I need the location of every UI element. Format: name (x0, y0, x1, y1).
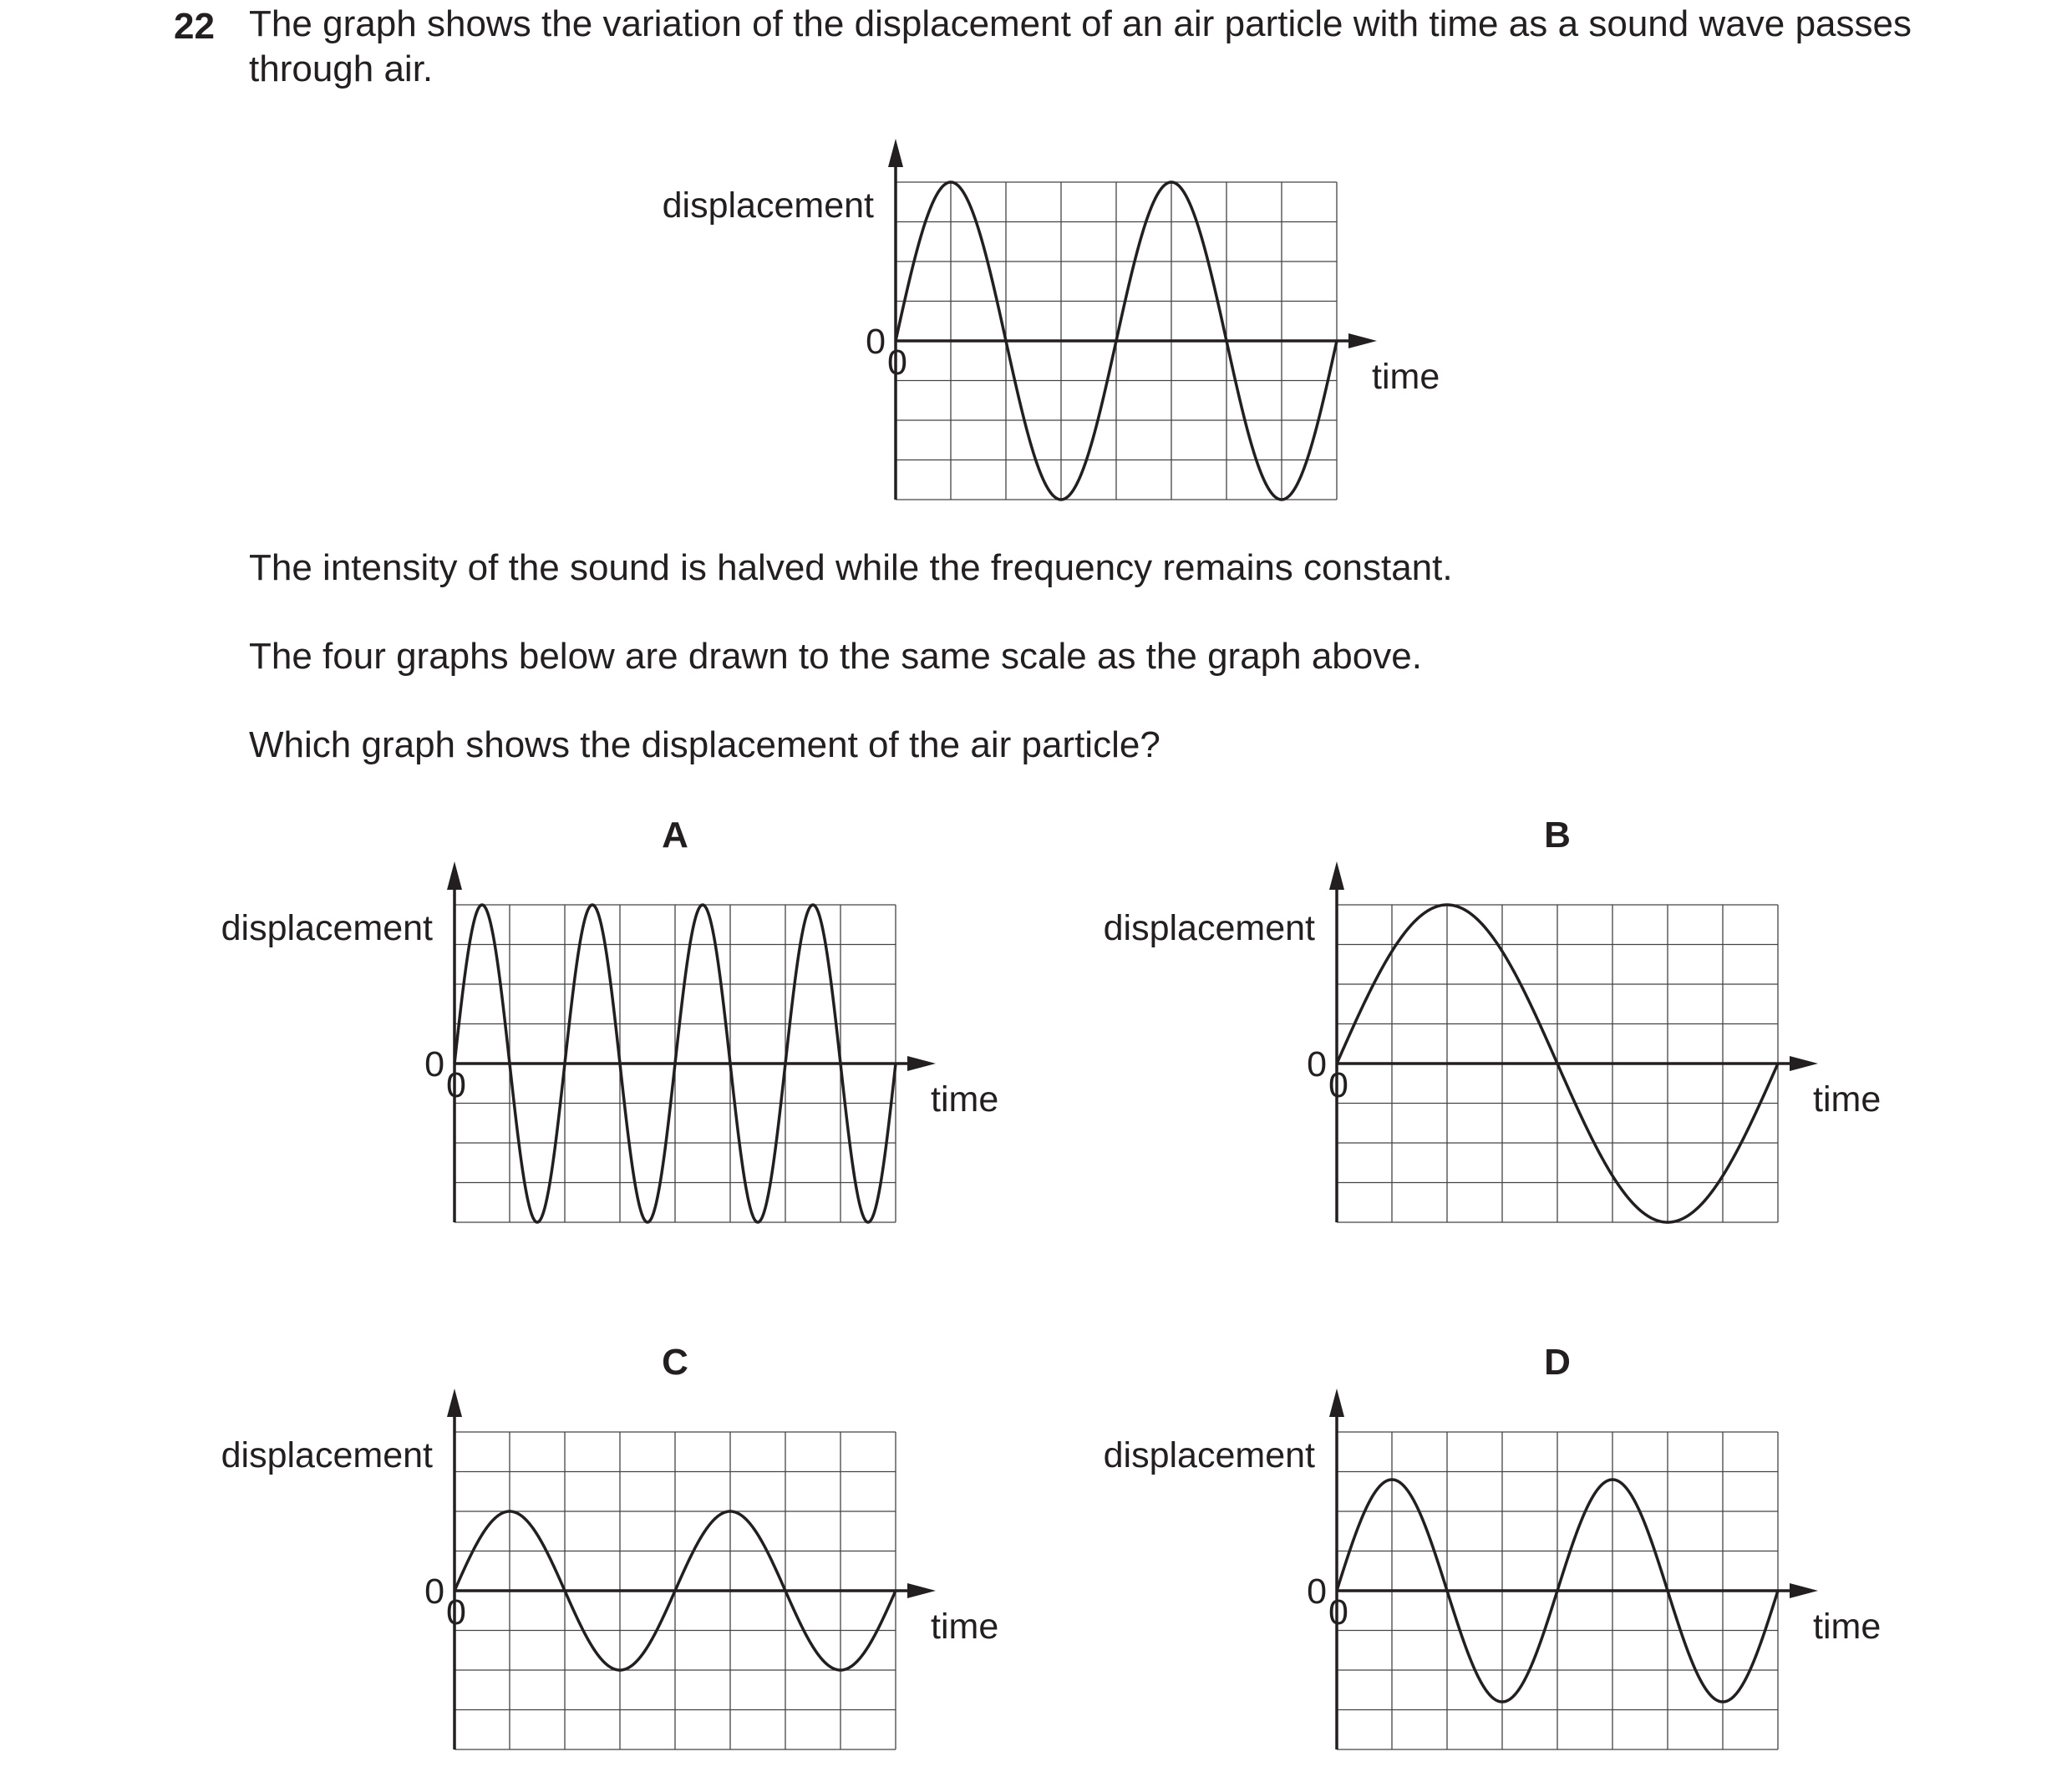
graph-D (1104, 1342, 1882, 1749)
y-axis-arrowhead (888, 139, 903, 167)
question-text: The graph shows the variation of the displacement of an air particle with time as a sound wave passes through air. (249, 3, 1912, 89)
option-label-B: B (1544, 815, 1571, 856)
y-axis-arrowhead (447, 1389, 462, 1417)
x-origin-label: 0 (887, 343, 907, 383)
y-origin-label: 0 (866, 322, 886, 362)
y-axis-label: displacement (221, 1435, 433, 1475)
y-axis-label: displacement (1103, 1435, 1315, 1475)
intensity-statement: The intensity of the sound is halved while the frequency remains constant. (249, 547, 1453, 588)
y-axis-arrowhead (1329, 861, 1344, 890)
graph-C (221, 1342, 999, 1749)
y-origin-label: 0 (1307, 1044, 1327, 1084)
y-axis-arrowhead (447, 861, 462, 890)
x-axis-label: time (1813, 1079, 1882, 1120)
x-axis-label: time (1813, 1607, 1882, 1647)
option-label-D: D (1544, 1342, 1571, 1383)
graph-main (663, 139, 1440, 500)
y-axis-label: displacement (662, 185, 874, 226)
question-number: 22 (174, 6, 215, 47)
option-label-C: C (662, 1342, 688, 1383)
x-axis-arrowhead (907, 1056, 936, 1071)
x-origin-label: 0 (446, 1592, 466, 1632)
y-origin-label: 0 (1307, 1572, 1327, 1612)
option-label-A: A (662, 815, 688, 856)
graph-B (1104, 815, 1882, 1222)
y-origin-label: 0 (424, 1044, 444, 1084)
x-axis-arrowhead (907, 1583, 936, 1598)
x-origin-label: 0 (446, 1065, 466, 1105)
x-axis-arrowhead (1790, 1583, 1818, 1598)
y-axis-arrowhead (1329, 1389, 1344, 1417)
graph-A (221, 815, 999, 1222)
x-axis-arrowhead (1348, 333, 1377, 348)
y-axis-label: displacement (1103, 908, 1315, 948)
x-origin-label: 0 (1328, 1592, 1348, 1632)
y-origin-label: 0 (424, 1572, 444, 1612)
scale-statement: The four graphs below are drawn to the same scale as the graph above. (249, 636, 1422, 677)
x-origin-label: 0 (1328, 1065, 1348, 1105)
x-axis-label: time (931, 1607, 999, 1647)
x-axis-label: time (1372, 357, 1440, 397)
x-axis-arrowhead (1790, 1056, 1818, 1071)
x-axis-label: time (931, 1079, 999, 1120)
question-prompt: Which graph shows the displacement of the air particle? (249, 724, 1160, 765)
y-axis-label: displacement (221, 908, 433, 948)
